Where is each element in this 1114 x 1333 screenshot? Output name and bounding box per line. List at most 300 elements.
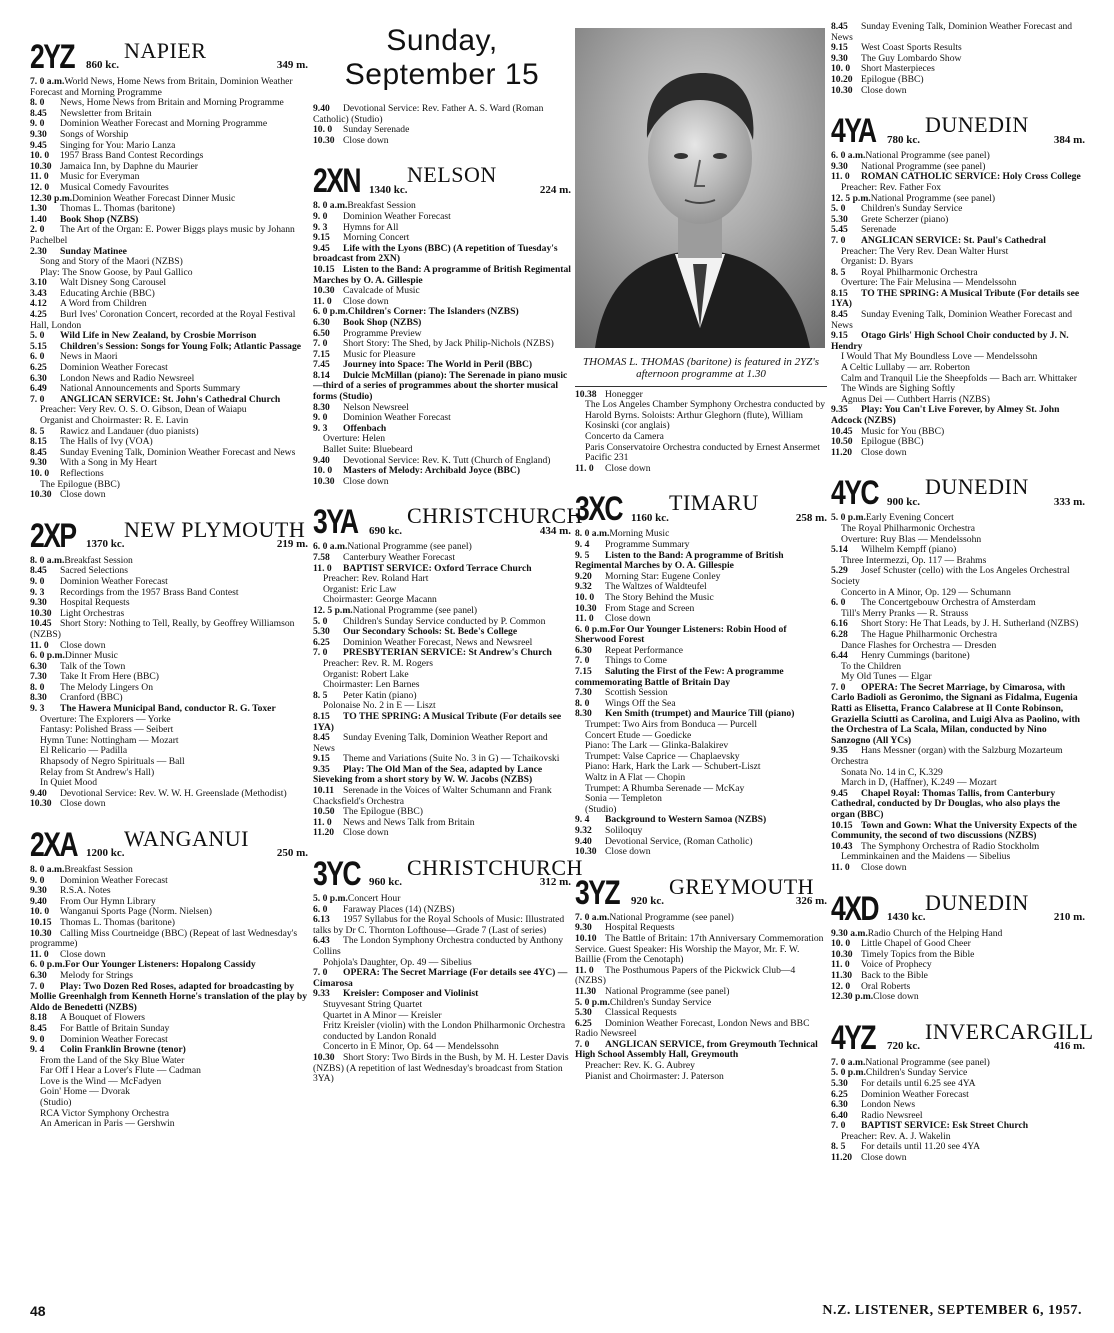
station-call-sign: 3YC [313, 855, 360, 894]
programme-detail: Overture: Helen [323, 433, 386, 445]
entry-text: Sunday Evening Talk, Dominion Weather Report and News [313, 732, 548, 754]
station-header-3ya [313, 493, 583, 542]
station-frequency: 780 kc. [887, 133, 920, 146]
entry-text: TO THE SPRING: A Musical Tribute (For details see 1YA) [313, 710, 562, 733]
programme-detail: Love is the Wind — McFadyen [40, 1075, 162, 1087]
entry-text: Calling Miss Courtneidge (BBC) (Repeat of last Wednesday's programme) [30, 927, 298, 950]
entry-time: 9.32 [575, 581, 592, 593]
entry-text: Short Story: Nothing to Tell, Really, by Geoffrey Williamson (NZBS) [30, 618, 295, 640]
entry-text: ANGLICAN SERVICE, from Greymouth Technical High School Assembly Hall, Greymouth [575, 1038, 818, 1061]
entry-time: 8.45 [30, 446, 47, 458]
entry-time: 8. 0 a.m. [575, 528, 610, 540]
entry-time: 8. 5 [313, 689, 328, 701]
programme-entry [831, 992, 1085, 1003]
entry-time: 10.15 [313, 263, 335, 275]
station-wavelength: 312 m. [539, 876, 571, 889]
entry-time: 9.30 [30, 885, 47, 897]
entry-time: 11.30 [575, 985, 597, 997]
entry-text: Hans Messner (organ) with the Salzburg Mozarteum Orchestra [831, 745, 1063, 768]
programme-entry [313, 244, 571, 265]
station-city: NEW PLYMOUTH [124, 516, 306, 542]
station-city: WANGANUI [124, 826, 249, 851]
entry-text: Close down [343, 827, 389, 839]
entry-time: 10.15 [831, 819, 853, 831]
programme-entry [831, 863, 1085, 874]
station-call-sign: 4YA [831, 112, 876, 151]
entry-time: 6. 0 [30, 351, 45, 363]
station-city: DUNEDIN [925, 112, 1029, 138]
station-city: NAPIER [124, 38, 207, 63]
entry-text: Light Orchestras [60, 607, 125, 619]
entry-text: Things to Come [605, 655, 667, 667]
entry-text: Play: You Can't Live Forever, by Almey St. John Adcock (NZBS) [831, 404, 1060, 426]
entry-text: Rawicz and Landauer (duo pianists) [60, 425, 199, 437]
entry-text: Morning Music [609, 528, 670, 540]
programme-detail: Sonata No. 14 in C, K.329 [841, 766, 943, 778]
entry-time: 6. 0 p.m. [30, 959, 65, 971]
entry-time: 5.14 [831, 544, 848, 556]
entry-text: The Hague Philharmonic Orchestra [861, 628, 998, 640]
programme-entry [575, 1019, 827, 1040]
entry-time: 7. 0 [575, 1038, 590, 1050]
entry-text: Honegger [605, 388, 643, 400]
entry-time: 7.58 [313, 552, 330, 563]
entry-time: 6.30 [313, 316, 330, 328]
station-wavelength: 326 m. [795, 895, 827, 908]
entry-time: 5.30 [313, 626, 330, 638]
entry-time: 9.30 [30, 597, 47, 609]
entry-time: 9.30 [575, 922, 592, 934]
programme-detail: Choirmaster: George Macann [323, 594, 437, 606]
station-frequency: 920 kc. [631, 895, 664, 908]
programme-detail: I Would That My Boundless Love — Mendelssohn [841, 351, 1038, 363]
entry-time: 6.30 [575, 644, 592, 656]
programme-detail: Piano: The Lark — Glinka-Balakirev [585, 740, 729, 752]
entry-text: Cranford (BBC) [60, 692, 123, 704]
station-header-4xd [831, 880, 1085, 926]
programme-entry [831, 236, 1085, 247]
station-city: CHRISTCHURCH [407, 855, 583, 881]
programme-detail: Three Intermezzi, Op. 117 — Brahms [841, 554, 987, 566]
entry-time: 6.30 [30, 372, 47, 384]
photo-block [575, 22, 827, 387]
entry-text: Play: Two Dozen Red Roses, adapted for broadcasting by Mollie Greenhalgh from Kenneth Horne's translation of the play by Aldo de Benedetti (NZBS) [30, 980, 308, 1013]
programme-entry [575, 551, 827, 572]
entry-text: Close down [605, 846, 651, 858]
programme-detail: Preacher: The Very Rev. Dean Walter Hurst [841, 245, 1009, 257]
entry-text: Book Shop (NZBS) [343, 316, 422, 328]
station-city: CHRISTCHURCH [407, 503, 583, 529]
entry-text: Dominion Weather Forecast [60, 1033, 168, 1045]
entry-time: 10.38 [575, 388, 597, 400]
entry-text: Close down [60, 948, 106, 960]
entry-time: 7. 0 a.m. [575, 911, 610, 923]
entry-text: From Stage and Screen [605, 602, 695, 614]
entry-time: 6.16 [831, 618, 848, 630]
entry-time: 9. 4 [30, 1044, 45, 1056]
station-call-sign: 2YZ [30, 38, 74, 76]
entry-text: Offenbach [343, 422, 387, 434]
entry-time: 1.40 [30, 213, 47, 225]
entry-text: Hospital Requests [60, 597, 130, 609]
programme-entry [30, 225, 308, 246]
programme-entry [313, 136, 571, 147]
photo-caption: THOMAS L. THOMAS (baritone) is featured in 2YZ's afternoon programme at 1.30 [582, 355, 819, 380]
entry-time: 11. 0 [313, 295, 332, 307]
entry-text: Henry Cummings (baritone) [861, 650, 970, 662]
entry-time: 10.43 [831, 840, 853, 852]
entry-time: 11.20 [313, 827, 335, 839]
entry-time: 6.30 [831, 1099, 848, 1111]
entry-text: For details until 6.25 see 4YA [861, 1077, 976, 1089]
programme-detail: Play: The Snow Goose, by Paul Gallico [40, 266, 193, 278]
programme-detail: Ballet Suite: Bluebeard [323, 444, 413, 456]
programme-detail: Hymn Tune: Nottingham — Mozart [40, 734, 179, 746]
programme-entry [575, 625, 827, 646]
station-wavelength: 416 m. [1053, 1040, 1085, 1053]
programme-entry [313, 765, 571, 786]
entry-time: 7.30 [30, 671, 47, 683]
programme-entry [313, 265, 571, 286]
entry-time: 8.18 [30, 1012, 47, 1024]
programme-detail: My Old Tunes — Elgar [841, 671, 932, 683]
programme-entry [313, 968, 571, 989]
entry-text: National Programme (see panel) [609, 911, 734, 923]
entry-time: 5.15 [30, 340, 47, 352]
programme-entry [831, 630, 1085, 641]
entry-time: 8. 0 [30, 681, 45, 693]
entry-time: 9.32 [575, 824, 592, 836]
station-header-4yc [831, 464, 1085, 513]
entry-text: Radio Newsreel [861, 1109, 923, 1121]
entry-time: 5. 0 [831, 203, 846, 215]
entry-text: Educating Archie (BBC) [60, 287, 155, 299]
programme-entry [575, 464, 827, 475]
programme-detail: Paris Conservatoire Orchestra conducted by Ernest Ansermet [585, 441, 820, 453]
programme-detail: Relay from St Andrew's Hall) [40, 766, 155, 778]
programme-entry [831, 310, 1085, 331]
entry-time: 7. 0 [831, 681, 846, 693]
programme-detail: Concerto in A Minor, Op. 129 — Schumann [841, 586, 1011, 598]
entry-text: Programme Summary [605, 538, 690, 550]
entry-text: Thomas L. Thomas (baritone) [60, 203, 175, 215]
entry-text: BAPTIST SERVICE: Oxford Terrace Church [343, 562, 532, 574]
entry-time: 8.45 [30, 1022, 47, 1034]
entry-time: 10.50 [831, 436, 853, 448]
entry-time: 9.33 [313, 988, 330, 1000]
station-city: TIMARU [669, 490, 759, 516]
entry-text: National Programme (see panel) [352, 604, 478, 616]
entry-text: Take It From Here (BBC) [60, 671, 159, 683]
entry-text: Dominion Weather Forecast [60, 362, 168, 374]
programme-detail: Stuyvesant String Quartet [323, 998, 423, 1010]
station-header-4yz [831, 1009, 1094, 1057]
entry-time: 6.25 [313, 636, 330, 648]
entry-text: Little Chapel of Good Cheer [861, 938, 971, 950]
entry-time: 8. 5 [30, 425, 45, 437]
entry-text: Short Story: He That Leads, by J. H. Sutherland (NZBS) [861, 618, 1079, 630]
programme-detail: Organist: D. Byars [841, 256, 914, 268]
entry-text: Devotional Service: Rev. Father A. S. Ward (Roman Catholic) (Studio) [313, 103, 544, 125]
entry-time: 10. 0 [313, 465, 333, 477]
entry-text: Canterbury Weather Forecast [343, 552, 455, 563]
entry-text: Early Evening Concert [865, 512, 954, 524]
entry-time: 9.45 [831, 787, 848, 799]
entry-text: Walt Disney Song Carousel [60, 277, 167, 289]
programme-detail: From the Land of the Sky Blue Water [40, 1054, 185, 1066]
entry-text: For Battle of Britain Sunday [60, 1022, 170, 1034]
entry-time: 10. 0 [313, 124, 333, 136]
entry-text: Epilogue (BBC) [861, 73, 924, 85]
entry-time: 10.30 [30, 489, 52, 501]
programme-detail: Preacher: Rev. Father Fox [841, 181, 942, 193]
programme-detail: March in D, (Haffner), K.249 — Mozart [841, 777, 997, 789]
entry-time: 8.45 [30, 107, 47, 119]
programme-entry [313, 786, 571, 807]
entry-text: Ken Smith (trumpet) and Maurice Till (piano) [605, 708, 795, 720]
entry-time: 6.44 [831, 650, 848, 662]
entry-time: 6. 0 [313, 903, 328, 915]
programme-detail: The Epilogue (BBC) [40, 478, 120, 490]
entry-time: 9. 5 [575, 549, 590, 561]
entry-text: OPERA: The Secret Marriage, by Cimarosa, with Carlo Badioli as Geronimo, the Signani as Fidalma, Eugenia Ratti as Elisetta, Franco Calabrese at Il Conte Robinson, Graziella Sciutti as Carolina, and Luigi Alva as Paolino, with the Orchestra of La Scala, Milan, conducted by Nino Sanzogno (All YCs) [831, 681, 1081, 746]
programme-entry [575, 847, 827, 858]
entry-time: 9. 3 [313, 221, 328, 233]
entry-text: Dominion Weather Forecast [343, 412, 451, 424]
entry-text: National Programme (see panel) [861, 160, 986, 172]
entry-time: 8.30 [313, 401, 330, 413]
entry-text: Oral Roberts [861, 980, 911, 992]
entry-text: Children's Session: Songs for Young Folk; Atlantic Passage [60, 340, 302, 352]
programme-detail: Fritz Kreisler (violin) with the London Philharmonic Orchestra conducted by Landon Ronald [323, 1020, 566, 1042]
entry-text: BAPTIST SERVICE: Esk Street Church [861, 1120, 1029, 1132]
entry-text: Play: The Old Man of the Sea, adapted by Lance Sieveking from a short story by W. W. Jacobs (NZBS) [313, 763, 543, 786]
entry-time: 5. 0 [313, 615, 328, 627]
programme-detail: Overture: The Fair Melusina — Mendelssohn [841, 277, 1017, 289]
programme-entry [831, 448, 1085, 459]
entry-time: 7. 0 [831, 1120, 846, 1132]
programme-entry [313, 915, 571, 936]
entry-text: Serenade in the Voices of Walter Schumann and Frank Chacksfield's Orchestra [313, 785, 552, 807]
entry-time: 10.11 [313, 785, 335, 797]
station-call-sign: 2XN [313, 162, 360, 201]
programme-detail: Waltz in A Flat — Chopin [585, 772, 686, 783]
entry-time: 11. 0 [575, 964, 594, 976]
entry-time: 8.30 [575, 708, 592, 720]
entry-time: 9. 4 [575, 538, 590, 550]
entry-time: 9.30 [831, 52, 848, 64]
programme-entry [313, 712, 571, 733]
entry-text: The Posthumous Papers of the Pickwick Club—4 (NZBS) [575, 964, 796, 987]
entry-time: 9.35 [831, 745, 848, 757]
entry-text: Music for Pleasure [343, 348, 416, 360]
entry-text: Children's Sunday Service conducted by P. Common [343, 615, 546, 627]
entry-text: World News, Home News from Britain, Dominion Weather Forecast and Morning Programme [30, 76, 293, 98]
entry-text: Children's Corner: The Islanders (NZBS) [347, 306, 519, 318]
entry-time: 11. 0 [831, 861, 850, 873]
entry-text: 1957 Syllabus for the Royal Schools of Music: Illustrated talks by Dr C. Thornton Lofthouse—Grade 7 (Last of series) [313, 914, 565, 936]
entry-text: Dominion Weather Forecast and Morning Programme [60, 118, 268, 130]
entry-text: Recordings from the 1957 Brass Band Contest [60, 586, 239, 598]
entry-text: News, Home News from Britain and Morning Programme [60, 97, 284, 109]
entry-time: 8. 0 a.m. [30, 554, 65, 566]
programme-entry [30, 490, 308, 501]
entry-text: Close down [60, 639, 106, 651]
entry-time: 6. 0 p.m. [575, 623, 610, 635]
station-frequency: 1370 kc. [86, 538, 125, 551]
station-wavelength: 219 m. [276, 538, 308, 551]
programme-detail: Preacher: Rev. R. M. Rogers [323, 657, 433, 669]
entry-time: 8.45 [831, 309, 848, 321]
entry-time: 10.10 [575, 932, 597, 944]
entry-text: Burl Ives' Coronation Concert, recorded at the Royal Festival Hall, London [30, 309, 296, 331]
entry-time: 8.45 [831, 21, 848, 32]
entry-text: National Programme (see panel) [870, 192, 996, 204]
entry-time: 6. 0 p.m. [30, 650, 65, 662]
entry-time: 6.49 [30, 383, 47, 395]
caption-rule [575, 386, 827, 387]
programme-entry [831, 405, 1085, 426]
entry-time: 7.15 [313, 348, 330, 360]
entry-text: National Programme (see panel) [605, 985, 730, 997]
entry-text: Timely Topics from the Bible [861, 948, 975, 960]
programme-entry [831, 821, 1085, 842]
page-headline: Sunday, September 15 [344, 24, 540, 91]
entry-time: 10. 0 [831, 938, 851, 950]
entry-text: Close down [861, 446, 907, 458]
entry-text: Music for You (BBC) [861, 425, 945, 437]
programme-detail: Overture: The Explorers — Yorke [40, 713, 171, 725]
programme-detail: Dance Flashes for Orchestra — Dresden [841, 639, 997, 651]
entry-time: 10.30 [313, 285, 335, 297]
entry-time: 10.30 [30, 160, 52, 172]
programme-detail: RCA Victor Symphony Orchestra [40, 1107, 170, 1119]
entry-text: Children's Sunday Service [865, 1067, 968, 1079]
entry-time: 9.45 [30, 139, 47, 151]
programme-entry [30, 310, 308, 331]
entry-text: Short Story: The Shed, by Jack Philip-Nichols (NZBS) [343, 338, 554, 350]
entry-time: 9.40 [575, 835, 592, 847]
entry-time: 8.15 [30, 436, 47, 448]
station-call-sign: 3YZ [575, 873, 619, 912]
entry-time: 10.20 [831, 73, 853, 85]
entry-text: Dominion Weather Forecast, News and Newsreel [343, 636, 533, 648]
entry-text: ANGLICAN SERVICE: St. John's Cathedral Church [60, 393, 281, 405]
entry-text: Faraway Places (14) (NZBS) [343, 903, 455, 915]
programme-detail: Pohjola's Daughter, Op. 49 — Sibelius [323, 956, 472, 968]
entry-text: A Bouquet of Flowers [60, 1012, 146, 1024]
entry-time: 11.20 [831, 1152, 853, 1164]
programme-detail: The Los Angeles Chamber Symphony Orchestra conducted by Harold Byrns. Soloists: Arthur Gleghorn (flute), William Kosinski (cor anglais) [585, 399, 826, 432]
programme-detail: Polonaise No. 2 in E — Liszt [323, 700, 436, 712]
entry-text: Dominion Weather Forecast [861, 1088, 969, 1100]
entry-time: 7. 0 a.m. [30, 76, 65, 87]
entry-text: Concert Hour [347, 893, 401, 905]
programme-entry [831, 289, 1085, 310]
station-call-sign: 4YC [831, 474, 878, 513]
entry-text: Morning Concert [343, 232, 410, 244]
station-wavelength: 349 m. [276, 59, 308, 72]
programme-detail: (Studio) [40, 1097, 72, 1109]
station-call-sign: 3YA [313, 503, 358, 542]
programme-detail: Trumpet: Two Airs from Bonduca — Purcell [585, 719, 758, 731]
entry-text: Background to Western Samoa (NZBS) [605, 814, 767, 826]
entry-text: Children's Sunday Service [609, 996, 712, 1008]
station-frequency: 860 kc. [86, 59, 119, 72]
entry-text: PRESBYTERIAN SERVICE: St Andrew's Church [343, 647, 552, 659]
programme-entry [831, 566, 1085, 587]
entry-text: The London Symphony Orchestra conducted by Anthony Collins [313, 935, 564, 957]
programme-detail: Choirmaster: Len Barnes [323, 679, 420, 691]
entry-time: 10.50 [313, 806, 335, 818]
station-call-sign: 2XP [30, 516, 76, 555]
entry-time: 8.15 [313, 710, 330, 722]
programme-entry [575, 966, 827, 987]
entry-time: 8.45 [313, 732, 330, 744]
entry-time: 9. 0 [30, 874, 45, 886]
programme-detail: Lemminkainen and the Maidens — Sibelius [841, 851, 1011, 863]
programme-entry [831, 86, 1085, 97]
entry-time: 6.13 [313, 914, 330, 926]
entry-time: 8. 0 [575, 697, 590, 709]
entry-time: 11. 0 [313, 562, 332, 574]
programme-entry [575, 667, 827, 688]
entry-text: Morning Star: Eugene Conley [605, 570, 721, 582]
programme-entry [313, 828, 571, 839]
entry-time: 5. 0 p.m. [831, 1067, 866, 1079]
station-frequency: 1200 kc. [86, 847, 125, 860]
programme-detail: Concert Etude — Goedicke [585, 729, 692, 741]
entry-time: 7. 0 [313, 967, 328, 979]
programme-detail: Goin' Home — Dvorak [40, 1086, 130, 1098]
programme-entry [831, 683, 1085, 747]
station-city: NELSON [407, 162, 497, 188]
entry-time: 12. 5 p.m. [831, 192, 871, 204]
station-city: INVERCARGILL [925, 1018, 1094, 1044]
entry-time: 7. 0 [313, 338, 328, 350]
entry-time: 9. 0 [313, 210, 328, 222]
station-header-3yc [313, 845, 583, 894]
entry-time: 6. 0 [831, 597, 846, 609]
entry-text: OPERA: The Secret Marriage (For details see 4YC) — Cimarosa [313, 967, 568, 989]
entry-text: Listen to the Band: A programme of British Regimental Marches by O. A. Gillespie [313, 263, 571, 286]
entry-text: Grete Scherzer (piano) [861, 213, 949, 225]
station-header-2xp [30, 507, 308, 553]
entry-text: Singing for You: Mario Lanza [60, 139, 176, 151]
column-3 [575, 22, 827, 1082]
entry-time: 7. 0 [30, 980, 45, 992]
entry-text: News and News Talk from Britain [343, 816, 475, 828]
entry-time: 10.30 [30, 607, 52, 619]
entry-text: Devotional Service: Rev. K. Tutt (Church of England) [343, 454, 551, 466]
entry-time: 8. 0 [30, 97, 45, 109]
entry-text: Talk of the Town [60, 660, 126, 672]
entry-text: The Epilogue (BBC) [343, 806, 423, 818]
entry-text: The Battle of Britain: 17th Anniversary Commemoration Service. Guest Speaker: His Worship the Mayor, Mr. F. W. Baillie (From the Cenotaph) [575, 932, 824, 966]
entry-text: Thomas L. Thomas (baritone) [60, 916, 175, 928]
entry-text: Serenade [861, 224, 897, 236]
programme-detail: Rhapsody of Negro Spirituals — Ball [40, 756, 185, 768]
entry-time: 10.30 [30, 927, 52, 939]
programme-entry [831, 331, 1085, 352]
station-call-sign: 4YZ [831, 1018, 875, 1057]
entry-time: 11. 0 [575, 462, 594, 474]
entry-time: 10.30 [831, 948, 853, 960]
entry-text: Devotional Service, (Roman Catholic) [605, 835, 753, 847]
entry-time: 10. 0 [30, 150, 50, 162]
entry-time: 10. 0 [831, 63, 851, 75]
entry-text: The Melody Lingers On [60, 681, 153, 693]
